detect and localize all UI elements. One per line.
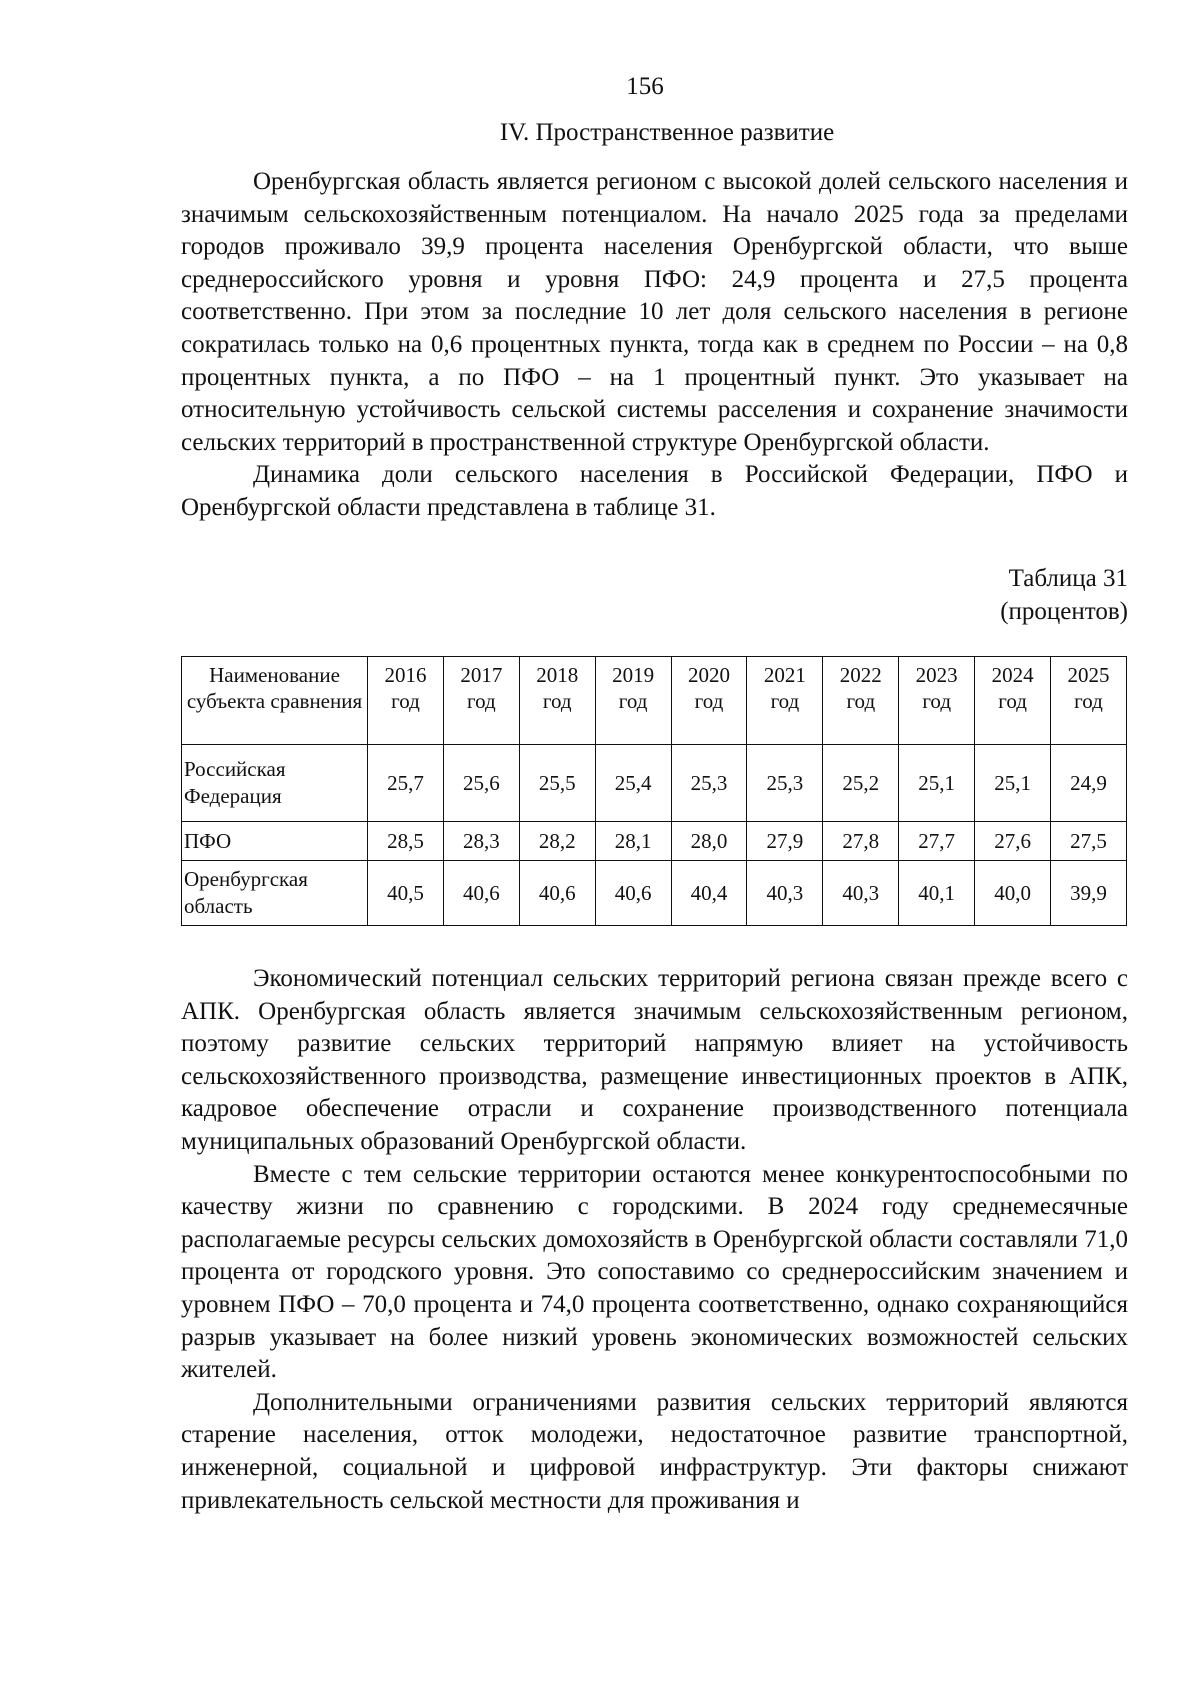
header-year: 2022 год [823, 657, 899, 745]
header-year: 2020 год [671, 657, 747, 745]
table-header-row [182, 657, 1127, 745]
value-cell: 28,3 [443, 822, 519, 861]
value-cell: 40,6 [519, 861, 595, 926]
value-cell: 40,6 [595, 861, 671, 926]
body-text [181, 963, 1128, 1517]
header-year: 2017 год [443, 657, 519, 745]
value-cell: 40,5 [368, 861, 444, 926]
table-row [182, 745, 1127, 822]
rural-population-table [181, 656, 1127, 926]
paragraph: Динамика доли сельского населения в Российской Федерации, ПФО и Оренбургской области представлена в таблице 31. [181, 461, 1128, 521]
intro-text [181, 166, 1128, 525]
header-year: 2019 год [595, 657, 671, 745]
value-cell: 27,9 [747, 822, 823, 861]
value-cell: 28,0 [671, 822, 747, 861]
header-year: 2024 год [975, 657, 1051, 745]
value-cell: 27,8 [823, 822, 899, 861]
value-cell: 40,3 [747, 861, 823, 926]
value-cell: 28,5 [368, 822, 444, 861]
value-cell: 28,2 [519, 822, 595, 861]
header-year: 2025 год [1051, 657, 1127, 745]
value-cell: 25,2 [823, 745, 899, 822]
value-cell: 40,1 [899, 861, 975, 926]
paragraph: Оренбургская область является регионом с высокой долей сельского населения и значимым сельскохозяйственным потенциалом. На начало 2025 года за пределами городов проживало 39,9 процента населения Оренбургской области, что выше среднероссийского уровня и уровня ПФО: 24,9 процента и 27,5 процента соответственно. При этом за последние 10 лет доля сельского населения в регионе сократилась только на 0,6 процентных пункта, тогда как в среднем по России – на 0,8 процентных пункта, а по ПФО – на 1 процентный пункт. Это указывает на относительную устойчивость сельской системы расселения и сохранение значимости сельских территорий в пространственной структуре Оренбургской области. [181, 168, 1128, 456]
header-year: 2023 год [899, 657, 975, 745]
paragraph: Экономический потенциал сельских территорий региона связан прежде всего с АПК. Оренбургская область является значимым сельскохозяйственным регионом, поэтому развитие сельских территорий напрямую влияет на устойчивость сельскохозяйственного производства, размещение инвестиционных проектов в АПК, кадровое обеспечение отрасли и сохранение производственного потенциала муниципальных образований Оренбургской области. [181, 965, 1128, 1155]
value-cell: 25,5 [519, 745, 595, 822]
value-cell: 27,7 [899, 822, 975, 861]
header-name: Наименование субъекта сравнения [182, 657, 368, 745]
table-row [182, 861, 1127, 926]
row-name: Российская Федерация [182, 745, 368, 822]
value-cell: 25,1 [975, 745, 1051, 822]
value-cell: 27,6 [975, 822, 1051, 861]
header-year: 2018 год [519, 657, 595, 745]
header-year: 2021 год [747, 657, 823, 745]
table-row [182, 822, 1127, 861]
row-name: ПФО [182, 822, 368, 861]
header-year: 2016 год [368, 657, 444, 745]
value-cell: 40,6 [443, 861, 519, 926]
value-cell: 24,9 [1051, 745, 1127, 822]
value-cell: 25,4 [595, 745, 671, 822]
value-cell: 39,9 [1051, 861, 1127, 926]
value-cell: 25,7 [368, 745, 444, 822]
value-cell: 40,4 [671, 861, 747, 926]
table-caption [181, 563, 1128, 628]
paragraph: Дополнительными ограничениями развития сельских территорий являются старение населения, отток молодежи, недостаточное развитие транспортной, инженерной, социальной и цифровой инфраструктур. Эти факторы снижают привлекательность сельской местности для проживания и [181, 1388, 1128, 1514]
value-cell: 28,1 [595, 822, 671, 861]
paragraph: Вместе с тем сельские территории остаются менее конкурентоспособными по качеству жизни по сравнению с городскими. В 2024 году среднемесячные располагаемые ресурсы сельских домохозяйств в Оренбургской области составляли 71,0 процента от городского уровня. Это сопоставимо со среднероссийским значением и уровнем ПФО – 70,0 процента и 74,0 процента соответственно, однако сохраняющийся разрыв указывает на более низкий уровень экономических возможностей сельских жителей. [181, 1160, 1128, 1384]
value-cell: 25,6 [443, 745, 519, 822]
value-cell: 40,0 [975, 861, 1051, 926]
table-number: Таблица 31 [1008, 565, 1128, 592]
value-cell: 27,5 [1051, 822, 1127, 861]
value-cell: 25,3 [747, 745, 823, 822]
section-heading: IV. Пространственное развитие [499, 119, 835, 146]
value-cell: 25,1 [899, 745, 975, 822]
value-cell: 40,3 [823, 861, 899, 926]
page-number: 156 [626, 73, 664, 100]
table-units: (процентов) [1000, 597, 1128, 625]
value-cell: 25,3 [671, 745, 747, 822]
row-name: Оренбургская область [182, 861, 368, 926]
